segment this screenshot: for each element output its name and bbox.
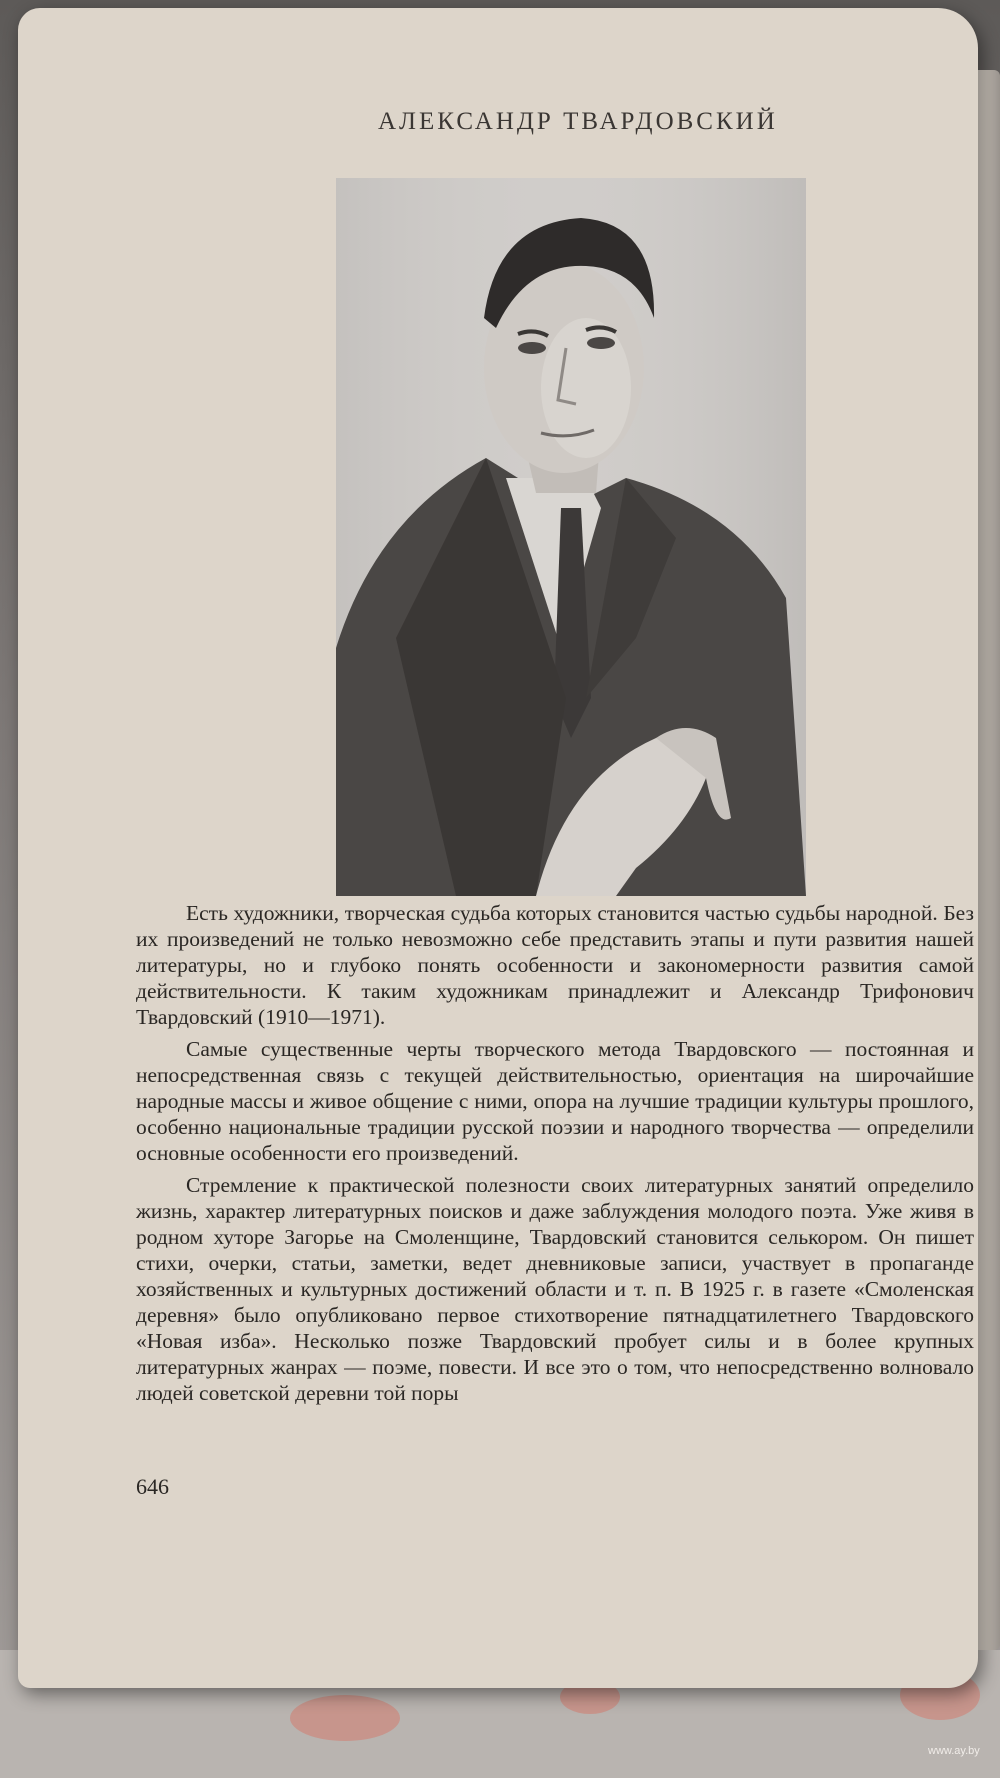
watermark: www.ay.by: [928, 1745, 980, 1757]
flower-pattern: [290, 1695, 400, 1741]
paragraph: Самые существенные черты творческого метода Твардовского — постоянная и непосредственная связь с текущей действительностью, ориентация на широчайшие народные массы и живое общение с ними, опора на лучшие традиции культуры прошлого, особенно национальные традиции русской поэзии и народного творчества — определили основные особенности его произведений.: [136, 1037, 974, 1165]
page-number: 646: [136, 1474, 169, 1499]
body-text: [136, 900, 974, 1412]
portrait-photo-icon: [336, 178, 806, 896]
book-page: [18, 8, 978, 1688]
paragraph: Стремление к практической полезности своих литературных занятий определило жизнь, характер литературных поисков и даже заблуждения молодого поэта. Уже живя в родном хуторе Загорье на Смоленщине, Твардовский становится селькором. Он пишет стихи, очерки, статьи, заметки, ведет дневниковые записи, участвует в пропаганде хозяйственных и культурных достижений области и т. п. В 1925 г. в газете «Смоленская деревня» было опубликовано первое стихотворение пятнадцатилетнего Твардовского «Новая изба». Несколько позже Твардовский пробует силы и в более крупных литературных жанрах — поэме, повести. И все это о том, что непосредственно волновало людей советской деревни той поры: [136, 1173, 974, 1405]
paragraph: Есть художники, творческая судьба которых становится частью судьбы народной. Без их произведений не только невозможно себе представить этапы и пути развития нашей литературы, но и глубоко понять особенности и закономерности развития самой действительности. К таким художникам принадлежит и Александр Трифонович Твардовский (1910—1971).: [136, 901, 974, 1029]
running-head: АЛЕКСАНДР ТВАРДОВСКИЙ: [378, 108, 778, 135]
